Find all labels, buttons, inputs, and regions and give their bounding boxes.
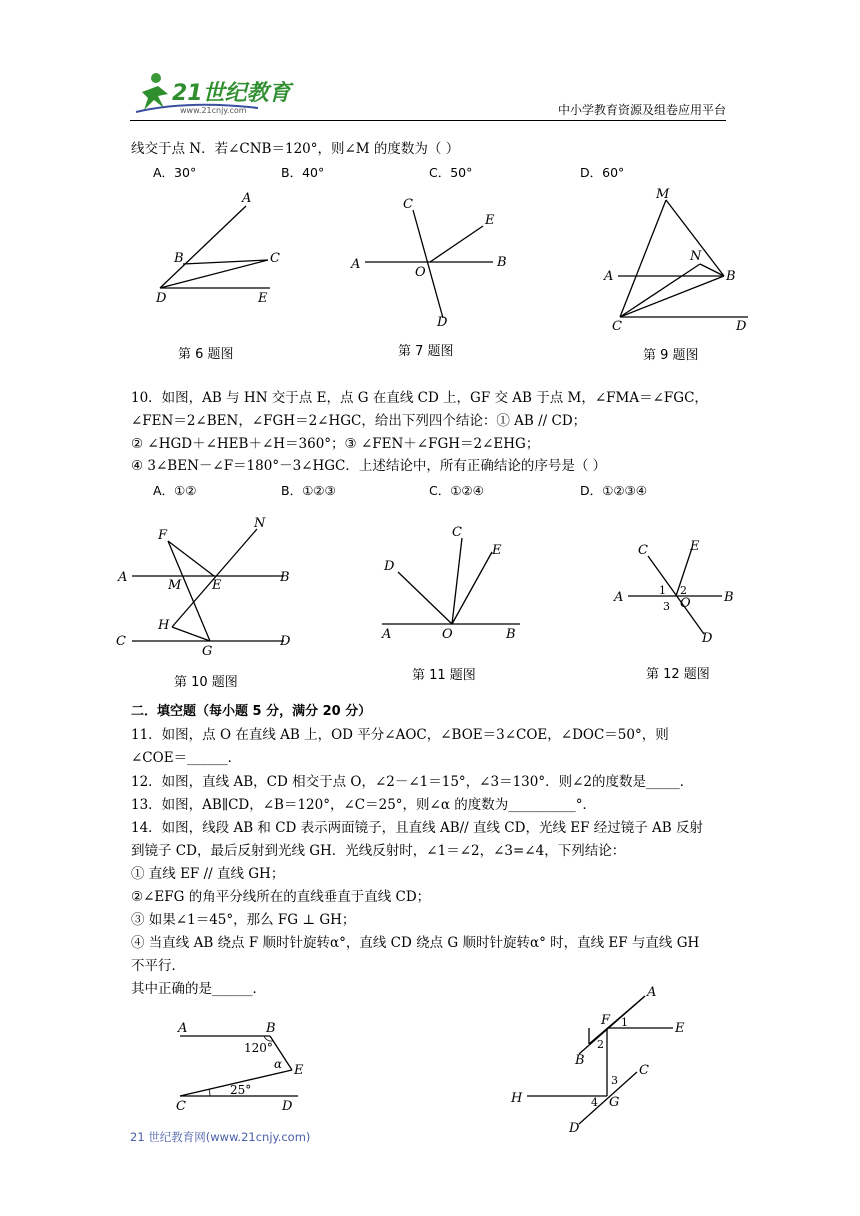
svg-text:N: N	[690, 249, 702, 264]
q14-line1: 14．如图，线段 AB 和 CD 表示两面镜子，且直线 AB// 直线 CD，光线 EF 经过镜子 AB 反射	[131, 820, 704, 836]
svg-text:D: D	[280, 634, 291, 649]
svg-text:C: C	[639, 1063, 649, 1078]
svg-text:B: B	[724, 590, 734, 605]
q14-conclusion-4: ④ 当直线 AB 绕点 F 顺时针旋转α°，直线 CD 绕点 G 顺时针旋转α° 时，直线 EF 与直线 GH	[131, 935, 700, 951]
svg-text:1: 1	[621, 1016, 628, 1029]
svg-text:A: A	[614, 590, 624, 605]
svg-text:H: H	[158, 618, 170, 633]
q12: 12．如图，直线 AB，CD 相交于点 O，∠2－∠1＝15°，∠3＝130°．则∠2的度数是_____．	[131, 774, 694, 790]
logo-sub: www.21cnjy.com	[180, 106, 247, 115]
svg-text:A: A	[118, 570, 128, 585]
svg-text:B: B	[726, 269, 736, 284]
svg-text:1: 1	[659, 584, 666, 597]
figure-10	[112, 515, 297, 655]
header-rule	[130, 120, 726, 121]
svg-text:4: 4	[591, 1096, 598, 1109]
svg-text:A: A	[178, 1021, 188, 1036]
svg-text:C: C	[612, 319, 622, 334]
svg-text:C: C	[270, 251, 280, 266]
svg-text:M: M	[168, 578, 182, 593]
svg-text:D: D	[569, 1121, 580, 1132]
svg-text:α: α	[274, 1057, 283, 1071]
svg-text:O: O	[442, 627, 453, 642]
q10-option-b: B．①②③	[281, 483, 336, 498]
figure-7	[345, 192, 515, 332]
svg-text:E: E	[675, 1021, 685, 1036]
figure-13	[170, 1014, 320, 1119]
q10-line4: ④ 3∠BEN－∠F＝180°－3∠HGC．上述结论中，所有正确结论的序号是（ ）	[131, 458, 607, 474]
q13: 13．如图，AB∥CD，∠B＝120°，∠C＝25°，则∠α 的度数为__________°．	[131, 797, 597, 813]
q14-conclusion-3: ③ 如果∠1＝45°，那么 FG ⊥ GH；	[131, 912, 356, 928]
svg-text:N: N	[254, 516, 266, 531]
svg-text:D: D	[282, 1099, 293, 1114]
svg-text:B: B	[506, 627, 516, 642]
svg-text:B: B	[280, 570, 290, 585]
q10-line1: 10．如图，AB 与 HN 交于点 E，点 G 在直线 CD 上，GF 交 AB 于点 M，∠FMA＝∠FGC，	[131, 390, 708, 406]
figure-6	[150, 188, 290, 308]
svg-text:B: B	[575, 1053, 585, 1068]
svg-text:M: M	[656, 187, 670, 202]
svg-text:E: E	[485, 213, 495, 228]
svg-text:C: C	[403, 197, 413, 212]
svg-text:D: D	[736, 319, 747, 334]
svg-text:3: 3	[663, 600, 670, 613]
svg-text:D: D	[437, 315, 448, 330]
svg-text:G: G	[609, 1095, 620, 1110]
svg-text:A: A	[242, 191, 252, 206]
figure-11	[370, 520, 535, 645]
svg-text:C: C	[116, 634, 126, 649]
footer-source: 21 世纪教育网(www.21cnjy.com)	[130, 1130, 311, 1144]
q10-line2: ∠FEN＝2∠BEN，∠FGH＝2∠HGC，给出下列四个结论：① AB // CD；	[131, 413, 587, 429]
fig9-caption: 第 9 题图	[643, 348, 699, 363]
q9-option-c: C．50°	[429, 165, 473, 180]
svg-text:F: F	[601, 1013, 611, 1028]
svg-text:O: O	[680, 596, 691, 611]
svg-text:25°: 25°	[230, 1083, 252, 1097]
figure-14	[505, 982, 695, 1132]
svg-text:O: O	[415, 265, 426, 280]
section2-title: 二．填空题（每小题 5 分，满分 20 分）	[131, 704, 372, 719]
svg-text:E: E	[212, 578, 222, 593]
fig7-caption: 第 7 题图	[398, 344, 454, 359]
svg-text:E: E	[294, 1063, 304, 1078]
svg-text:3: 3	[611, 1074, 618, 1087]
fig6-caption: 第 6 题图	[178, 347, 234, 362]
q11-line2: ∠COE＝______．	[131, 750, 242, 766]
svg-text:D: D	[702, 631, 713, 646]
logo-text: 21世纪教育	[172, 81, 291, 106]
svg-text:C: C	[452, 525, 462, 540]
svg-text:B: B	[497, 255, 507, 270]
svg-text:B: B	[174, 251, 184, 266]
svg-text:H: H	[511, 1091, 523, 1106]
q9-stem: 线交于点 N．若∠CNB＝120°，则∠M 的度数为（ ）	[131, 141, 460, 157]
fig10-caption: 第 10 题图	[174, 675, 238, 690]
svg-text:A: A	[382, 627, 392, 642]
logo-runner-icon	[128, 70, 298, 115]
svg-text:120°: 120°	[244, 1041, 273, 1055]
q10-option-d: D．①②③④	[580, 483, 647, 498]
svg-text:A: A	[604, 269, 614, 284]
q14-ask: 其中正确的是______．	[131, 981, 266, 997]
svg-text:C: C	[638, 543, 648, 558]
svg-text:D: D	[384, 559, 395, 574]
q9-option-b: B．40°	[281, 165, 325, 180]
q10-option-a: A．①②	[153, 483, 197, 498]
fig11-caption: 第 11 题图	[412, 668, 476, 683]
svg-text:E: E	[258, 291, 268, 306]
svg-text:A: A	[647, 985, 657, 1000]
figure-12	[610, 538, 740, 648]
svg-text:B: B	[266, 1021, 276, 1036]
svg-text:A: A	[351, 257, 361, 272]
fig12-caption: 第 12 题图	[646, 667, 710, 682]
platform-name: 中小学教育资源及组卷应用平台	[557, 103, 726, 117]
q11-line1: 11．如图，点 O 在直线 AB 上，OD 平分∠AOC，∠BOE＝3∠COE，∠DOC＝50°，则	[131, 727, 669, 743]
logo	[128, 70, 298, 115]
svg-text:2: 2	[597, 1038, 604, 1051]
svg-text:G: G	[202, 644, 213, 655]
figure-9	[598, 180, 758, 335]
q14-conclusion-4b: 不平行．	[131, 958, 185, 974]
q14-conclusion-2: ②∠EFG 的角平分线所在的直线垂直于直线 CD；	[131, 889, 431, 905]
svg-text:E: E	[492, 543, 502, 558]
svg-text:E: E	[690, 539, 700, 554]
q10-option-c: C．①②④	[429, 483, 484, 498]
q10-line3: ② ∠HGD＋∠HEB＋∠H＝360°；③ ∠FEN＋∠FGH＝2∠EHG；	[131, 436, 540, 452]
svg-text:2: 2	[680, 584, 687, 597]
svg-text:F: F	[158, 528, 168, 543]
q14-conclusion-1: ① 直线 EF // 直线 GH；	[131, 866, 285, 882]
svg-text:C: C	[176, 1099, 186, 1114]
svg-text:D: D	[156, 291, 167, 306]
q9-option-d: D．60°	[580, 165, 625, 180]
q9-option-a: A．30°	[153, 165, 197, 180]
q14-line2: 到镜子 CD，最后反射到光线 GH．光线反射时，∠1＝∠2，∠3=∠4，下列结论：	[131, 843, 626, 859]
